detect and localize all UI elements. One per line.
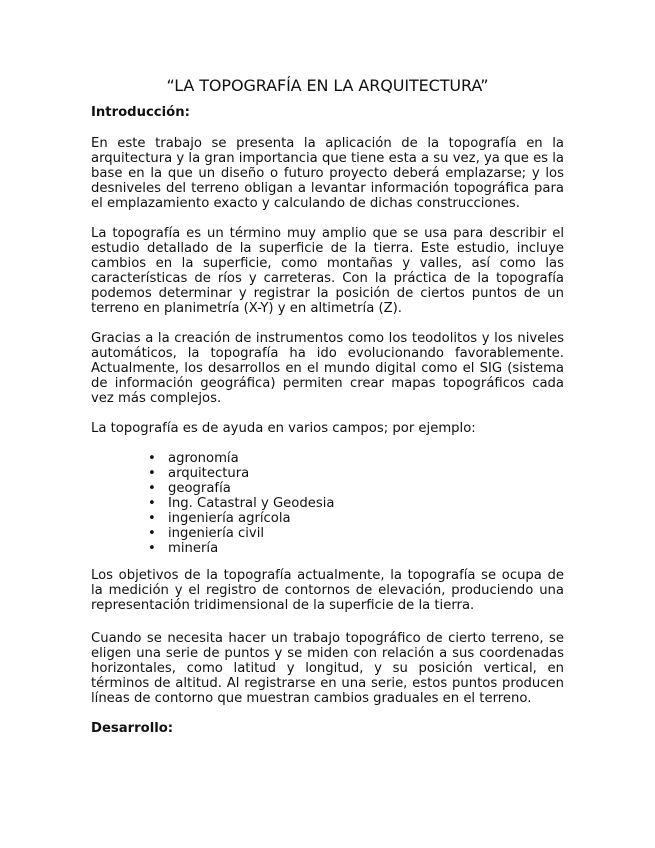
document-page [91, 76, 564, 752]
list-item [148, 511, 564, 526]
list-item-label: agronomía [168, 451, 239, 466]
bullet-icon: • [148, 496, 156, 511]
bullet-icon: • [148, 541, 156, 556]
list-item [148, 526, 564, 541]
list-item-label: geografía [168, 481, 231, 496]
intro-heading: Introducción: [91, 105, 190, 120]
document-title: “LA TOPOGRAFÍA EN LA ARQUITECTURA” [166, 76, 489, 95]
bullet-icon: • [148, 481, 156, 496]
list-item-label: ingeniería civil [168, 526, 265, 541]
list-item [148, 481, 564, 496]
list-item [148, 541, 564, 556]
paragraph-5: Cuando se necesita hacer un trabajo topográfico de cierto terreno, se eligen una serie de puntos y se miden con relación a sus coordenadas horizontales, como latitud y longitud, y su posición vertical, en términos de altitud. Al registrarse en una serie, estos puntos producen líneas de contorno que muestran cambios graduales en el terreno. [91, 631, 564, 706]
list-item [148, 451, 564, 466]
list-item [148, 466, 564, 481]
list-item [148, 496, 564, 511]
paragraph-4: Los objetivos de la topografía actualmente, la topografía se ocupa de la medición y el registro de contornos de elevación, produciendo una representación tridimensional de la superficie de la tierra. [91, 568, 564, 613]
development-heading: Desarrollo: [91, 721, 174, 736]
paragraph-2: La topografía es un término muy amplio que se usa para describir el estudio detallado de la superficie de la tierra. Este estudio, incluye cambios en la superficie, como montañas y valles, así como las características de ríos y carreteras. Con la práctica de la topografía podemos determinar y registrar la posición de ciertos puntos de un terreno en planimetría (X-Y) y en altimetría (Z). [91, 226, 564, 316]
bullet-icon: • [148, 466, 156, 481]
bullet-icon: • [148, 451, 156, 466]
list-intro: La topografía es de ayuda en varios campos; por ejemplo: [91, 421, 476, 436]
list-item-label: minería [168, 541, 219, 556]
paragraph-1: En este trabajo se presenta la aplicación de la topografía en la arquitectura y la gran importancia que tiene esta a su vez, ya que es la base en la que un diseño o futuro proyecto deberá emplazarse; y los desniveles del terreno obligan a levantar información topográfica para el emplazamiento exacto y calculando de dichas construcciones. [91, 136, 564, 211]
list-item-label: Ing. Catastral y Geodesia [168, 496, 335, 511]
fields-list [91, 451, 564, 556]
bullet-icon: • [148, 526, 156, 541]
list-item-label: ingeniería agrícola [168, 511, 291, 526]
list-item-label: arquitectura [168, 466, 250, 481]
bullet-icon: • [148, 511, 156, 526]
paragraph-3: Gracias a la creación de instrumentos como los teodolitos y los niveles automáticos, la topografía ha ido evolucionando favorablemente. Actualmente, los desarrollos en el mundo digital como el SIG (sistema de información geográfica) permiten crear mapas topográficos cada vez más complejos. [91, 331, 564, 406]
